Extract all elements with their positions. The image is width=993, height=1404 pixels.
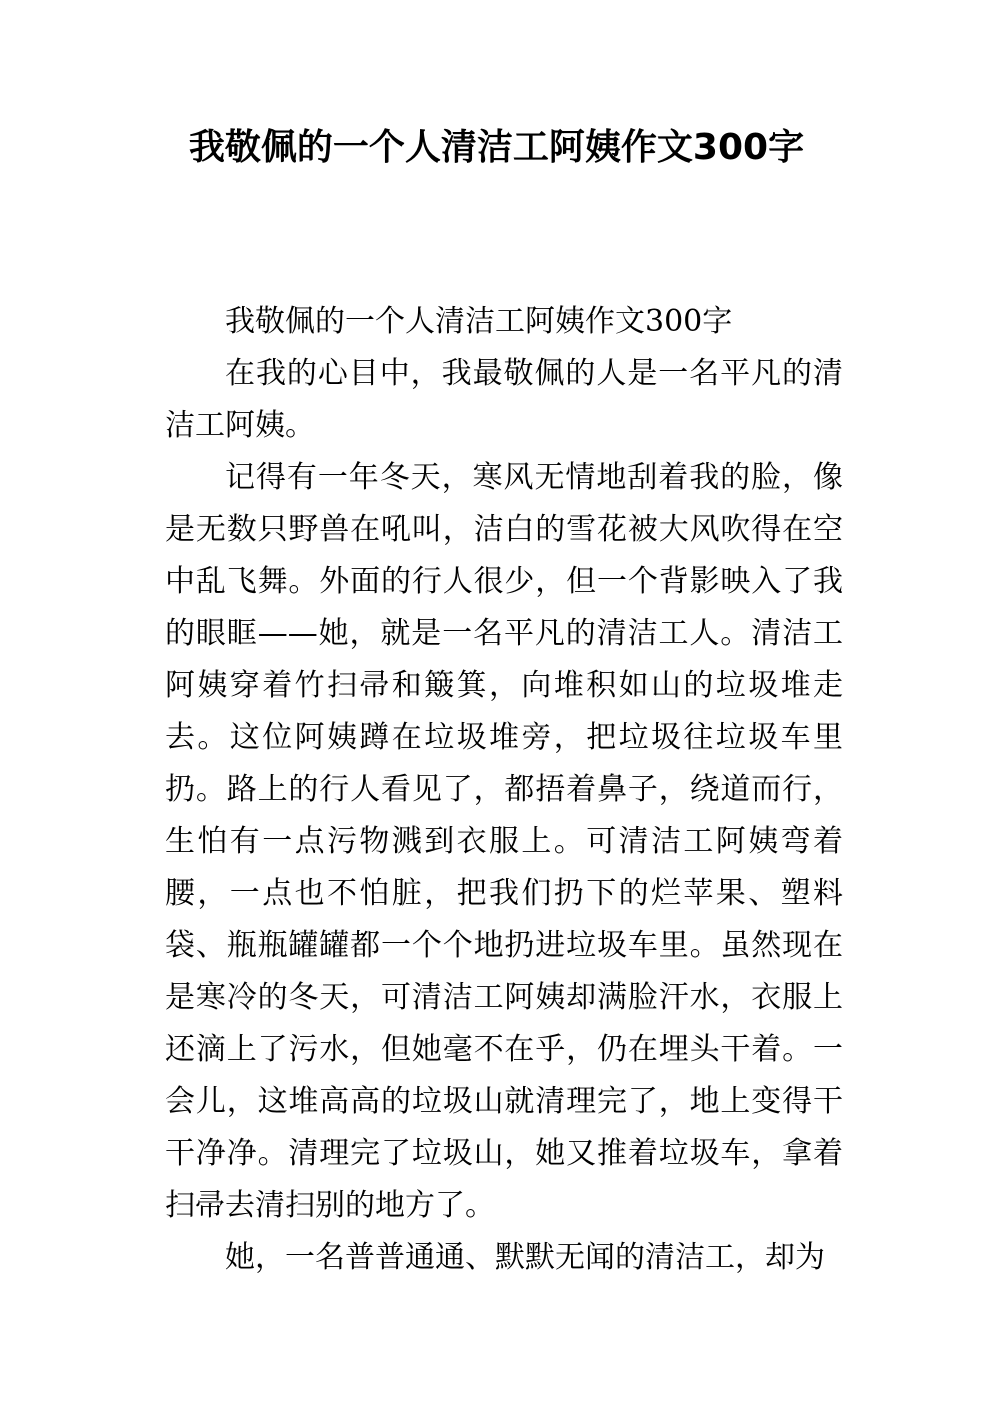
paragraph-conclusion: 她，一名普普通通、默默无闻的清洁工，却为 (225, 1240, 825, 1275)
document-title: 我敬佩的一个人清洁工阿姨作文300字 (188, 127, 805, 168)
paragraph-intro: 在我的心目中，我最敬佩的人是一名平凡的清洁工阿姨。 (165, 356, 843, 443)
document-body (165, 296, 843, 1284)
paragraph-story: 记得有一年冬天，寒风无情地刮着我的脸，像是无数只野兽在吼叫，洁白的雪花被大风吹得在空中乱飞舞。外面的行人很少，但一个背影映入了我的眼眶——她，就是一名平凡的清洁工人。清洁工阿姨穿着竹扫帚和簸箕，向堆积如山的垃圾堆走去。这位阿姨蹲在垃圾堆旁，把垃圾往垃圾车里扔。路上的行人看见了，都捂着鼻子，绕道而行，生怕有一点污物溅到衣服上。可清洁工阿姨弯着腰，一点也不怕脏，把我们扔下的烂苹果、塑料袋、瓶瓶罐罐都一个个地扔进垃圾车里。虽然现在是寒冷的冬天，可清洁工阿姨却满脸汗水，衣服上还滴上了污水，但她毫不在乎，仍在埋头干着。一会儿，这堆高高的垃圾山就清理完了，地上变得干干净净。清理完了垃圾山，她又推着垃圾车，拿着扫帚去清扫别的地方了。 (165, 460, 843, 1223)
paragraph-heading-repeat: 我敬佩的一个人清洁工阿姨作文300字 (225, 304, 733, 339)
